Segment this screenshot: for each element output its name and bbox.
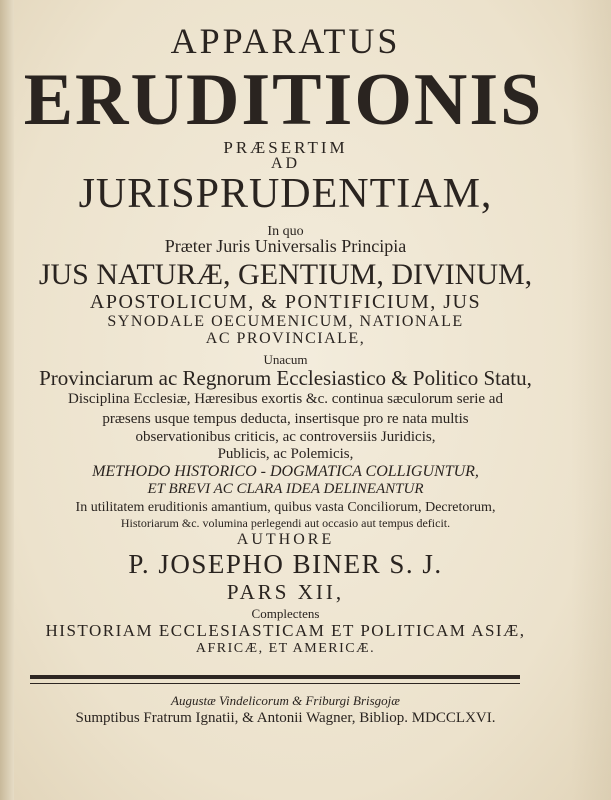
text-line-disciplina: Disciplina Ecclesiæ, Hæresibus exortis &c. continua sæculorum serie ad [68, 391, 503, 407]
imprint-publisher: Sumptibus Fratrum Ignatii, & Antonii Wagner, Bibliop. MDCCLXVI. [75, 710, 496, 726]
text-line-unacum: Unacum [263, 352, 308, 367]
title-line-praesertim: PRÆSERTIM [223, 138, 348, 157]
divider-rule-thin [30, 683, 520, 684]
text-line-authore: AUTHORE [236, 531, 335, 548]
title-line-eruditionis: ERUDITIONIS [23, 59, 544, 141]
text-line-observationibus: observationibus criticis, ac controversiis Juridicis, [135, 429, 436, 445]
divider-rule-thick [30, 675, 520, 679]
text-line-publicis: Publicis, ac Polemicis, [217, 446, 354, 462]
title-line-apparatus: APPARATUS [170, 21, 401, 61]
text-line-in-quo: In quo [267, 224, 304, 239]
text-line-author-name: P. JOSEPHO BINER S. J. [128, 549, 443, 579]
title-line-ad: AD [270, 155, 301, 172]
text-line-apostolicum: APOSTOLICUM, & PONTIFICIUM, JUS [89, 291, 482, 313]
text-line-provinciarum: Provinciarum ac Regnorum Ecclesiastico & Politico Statu, [39, 366, 532, 390]
text-line-ac-provinciale: AC PROVINCIALE, [205, 330, 366, 347]
text-line-africae: AFRICÆ, ET AMERICÆ. [195, 641, 376, 656]
text-line-praeter: Præter Juris Universalis Principia [164, 236, 407, 256]
text-line-in-utilitatem: In utilitatem eruditionis amantium, quibus vasta Conciliorum, Decretorum, [75, 500, 496, 515]
text-line-historiam: HISTORIAM ECCLESIASTICAM ET POLITICAM ASIÆ, [45, 621, 526, 640]
text-line-et-brevi: ET BREVI AC CLARA IDEA DELINEANTUR [147, 481, 424, 497]
text-line-jus-naturae: JUS NATURÆ, GENTIUM, DIVINUM, [38, 258, 533, 291]
text-line-praesens: præsens usque tempus deducta, insertisque pro re nata multis [102, 411, 469, 427]
text-line-historiarum: Historiarum &c. volumina perlegendi aut occasio aut tempus deficit. [120, 516, 451, 530]
text-line-synodale: SYNODALE OECUMENICUM, NATIONALE [107, 313, 464, 330]
text-line-complectens: Complectens [251, 606, 320, 621]
title-line-jurisprudentiam: JURISPRUDENTIAM, [78, 171, 493, 217]
text-line-methodo: METHODO HISTORICO - DOGMATICA COLLIGUNTUR, [92, 463, 479, 480]
imprint-place: Augustæ Vindelicorum & Friburgi Brisgojæ [171, 693, 400, 708]
text-line-pars: PARS XII, [226, 580, 345, 604]
